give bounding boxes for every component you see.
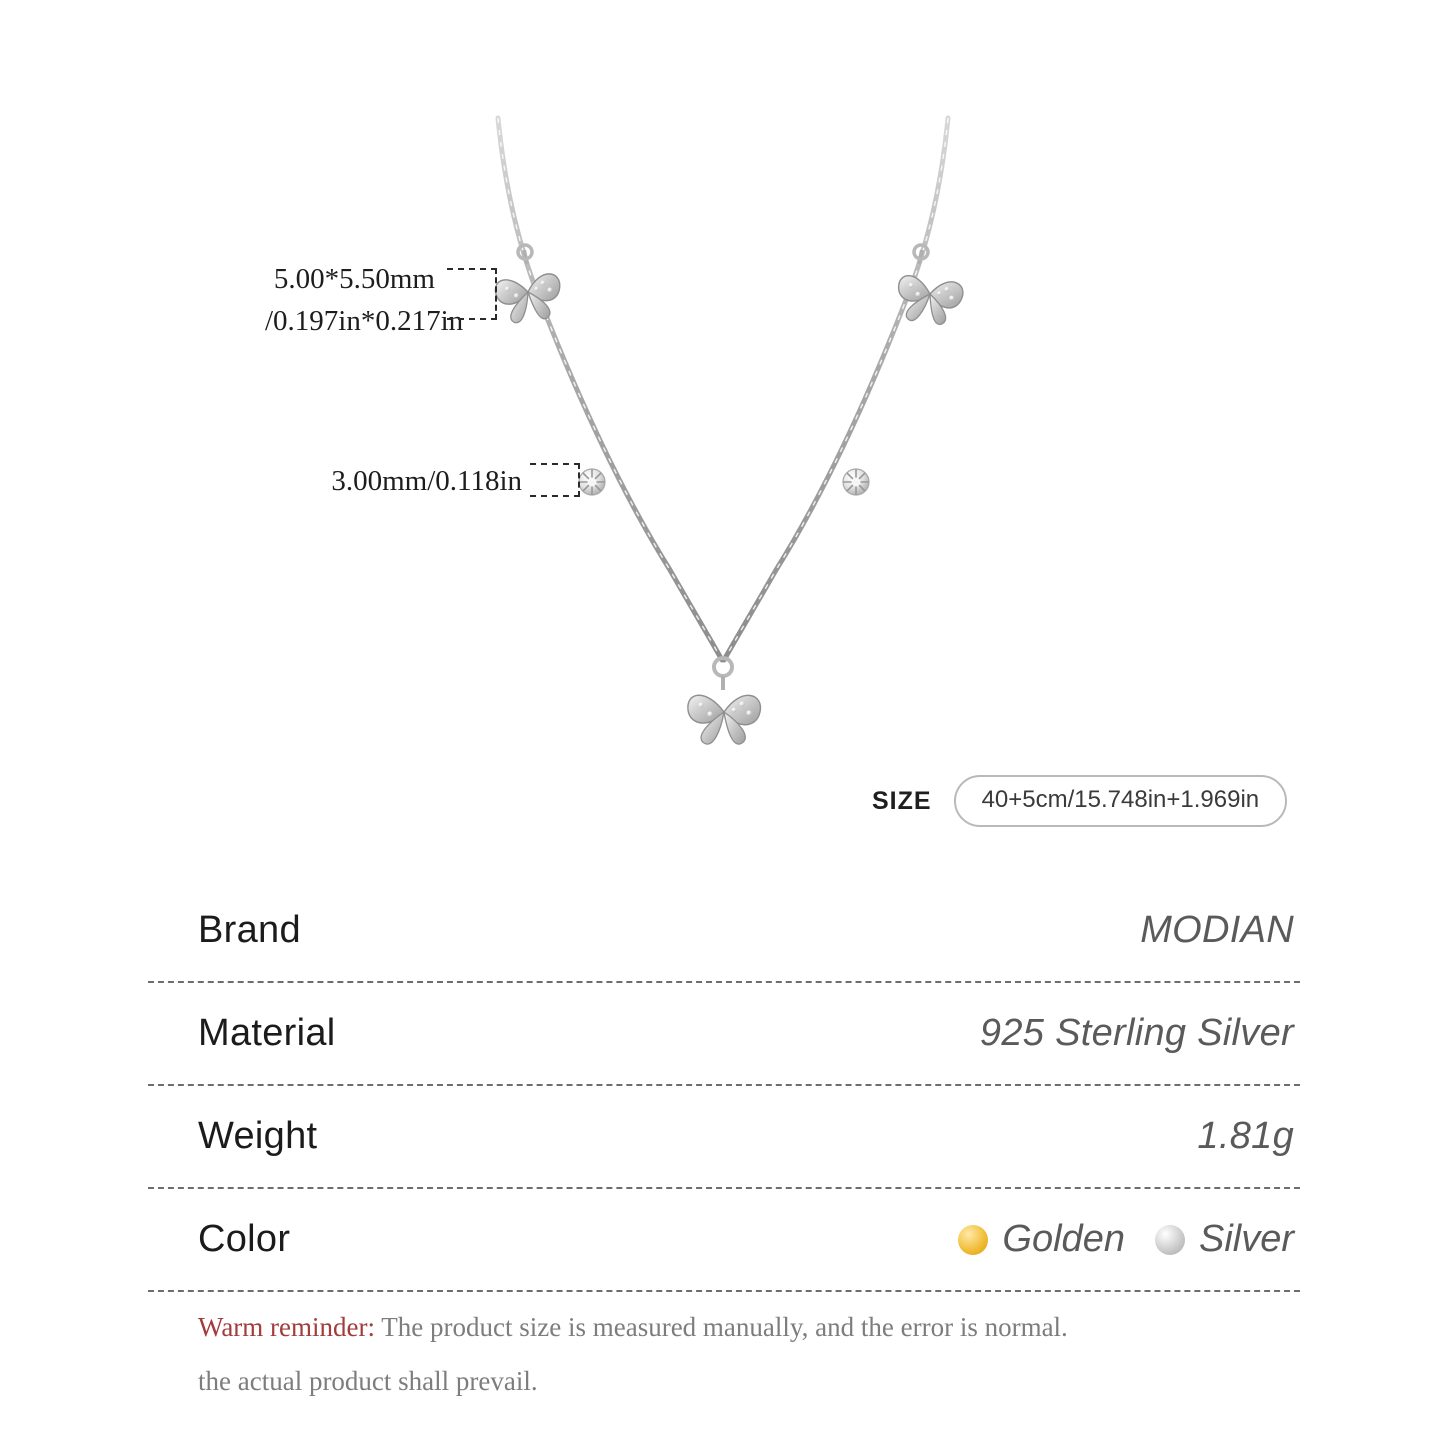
spec-value-material: 925 Sterling Silver: [979, 1012, 1294, 1054]
butterfly-charm-center: [688, 658, 761, 744]
callout-butterfly-line1: 5.00*5.50mm: [273, 263, 435, 295]
star-stone-left: [579, 469, 605, 495]
spec-table: [148, 880, 1300, 1292]
spec-row-brand: [148, 880, 1300, 983]
spec-key-weight: Weight: [198, 1115, 318, 1157]
spec-value-brand: MODIAN: [1140, 909, 1294, 951]
spec-row-color: [148, 1189, 1300, 1292]
spec-value-weight: 1.81g: [1197, 1115, 1294, 1157]
bracket-butterfly-icon: [447, 268, 497, 320]
size-value-pill: 40+5cm/15.748in+1.969in: [954, 775, 1288, 827]
size-label: SIZE: [872, 786, 932, 815]
spec-key-color: Color: [198, 1218, 291, 1260]
silver-swatch-icon[interactable]: [1155, 1225, 1185, 1255]
spec-row-material: [148, 983, 1300, 1086]
reminder-title: Warm reminder:: [198, 1312, 376, 1342]
color-option-golden-label[interactable]: Golden: [1002, 1218, 1125, 1260]
color-option-silver-label[interactable]: Silver: [1198, 1218, 1294, 1260]
bracket-star-icon: [530, 463, 580, 497]
callout-butterfly-line2: /0.197in*0.217in: [265, 305, 464, 338]
butterfly-charm-right: [894, 245, 964, 327]
reminder-line1: The product size is measured manually, and the error is normal.: [381, 1312, 1068, 1342]
reminder-first-line: [198, 1300, 1348, 1354]
callout-star-line1: 3.00mm/0.118in: [331, 465, 522, 497]
callout-butterfly-size: [265, 258, 464, 342]
golden-swatch-icon[interactable]: [958, 1225, 988, 1255]
star-stone-right: [843, 469, 869, 495]
warm-reminder: [198, 1300, 1348, 1408]
spec-row-weight: [148, 1086, 1300, 1189]
reminder-line2: the actual product shall prevail.: [198, 1366, 538, 1396]
butterfly-charm-left: [494, 245, 564, 325]
spec-key-material: Material: [198, 1012, 336, 1054]
size-row: [872, 775, 1287, 827]
spec-key-brand: Brand: [198, 909, 301, 951]
callout-star-size: [310, 460, 522, 502]
color-options: [958, 1218, 1294, 1261]
